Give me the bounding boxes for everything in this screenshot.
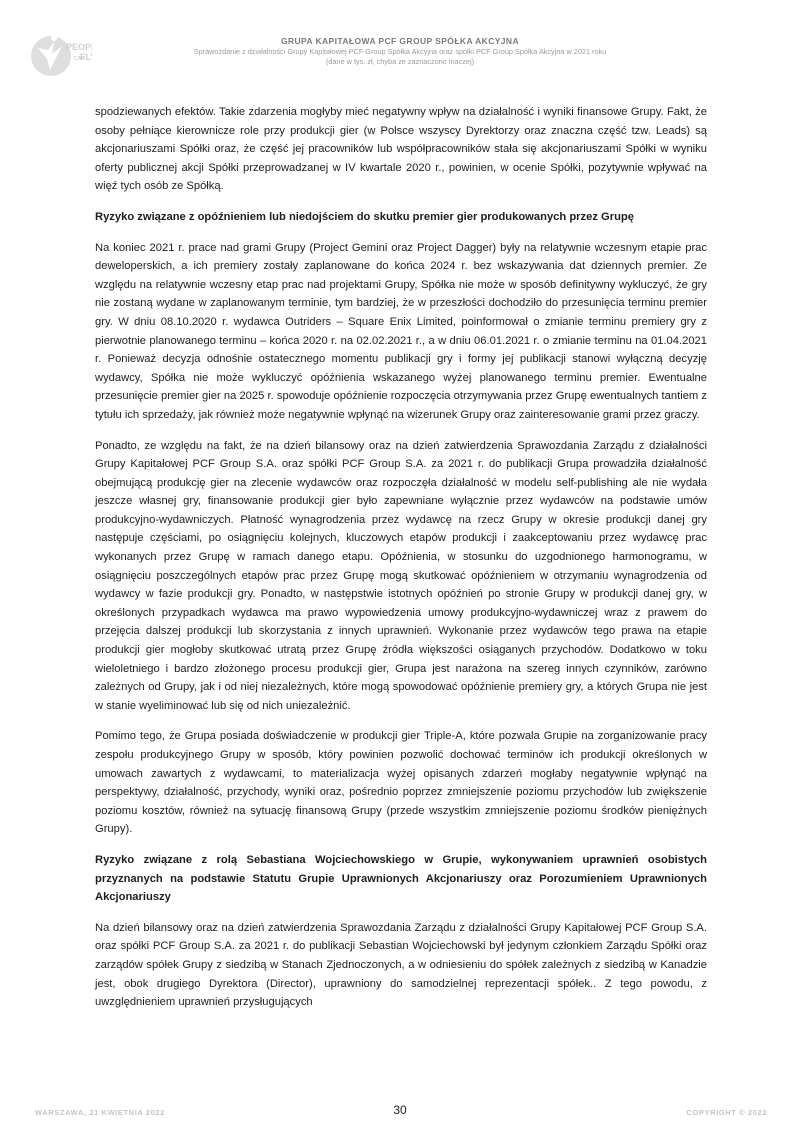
paragraph: Pomimo tego, że Grupa posiada doświadczenie w produkcji gier Triple-A, które pozwala Grupie na zorganizowanie pracy zespołu produkcyjnego Grupy w sposób, który powinien pozwolić dochować terminów ich produkcji określonych w umowach zawartych z wydawcami, to materializacja wyżej opisanych zdarzeń mogłaby negatywnie wpłynąć na perspektywy, działalność, przychody, wyniki oraz, pośrednio poprzez zmniejszenie poziomu przychodów lub zwiększenie poziomu kosztów, również na sytuację finansową Grupy (przede wszystkim zmniejszenie poziomu środków pieniężnych Grupy). — [95, 730, 707, 836]
header-title: GRUPA KAPITAŁOWA PCF GROUP SPÓŁKA AKCYJNA — [280, 36, 520, 46]
logo-text-1: PEOP — [66, 42, 92, 52]
logo-text-3: FL — [80, 52, 91, 62]
page-number: 30 — [393, 1103, 407, 1117]
footer-date: WARSZAWA, 21 KWIETNIA 2022 — [35, 1108, 165, 1117]
paragraph: spodziewanych efektów. Takie zdarzenia mogłyby mieć negatywny wpływ na działalność i wyniki finansowe Grupy. Fakt, że osoby pełniące kierownicze role przy produkcji gier (w Polsce wszyscy Dyrektorzy oraz znaczna część tzw. Leads) są akcjonariuszami Spółki oraz, że część jej pracowników lub współpracowników stała się akcjonariuszami Spółki w wyniku oferty publicznej akcji Spółki przeprowadzanej w IV kwartale 2020 r., powinien, w ocenie Spółki, pozytywnie wpływać na więź tych osób ze Spółką. — [95, 106, 707, 193]
logo-text-2: CAN — [74, 56, 85, 62]
section-heading: Ryzyko związane z rolą Sebastiana Wojciechowskiego w Grupie, wykonywaniem uprawnień osobistych przyznanych na podstawie Statutu Grupie Uprawnionych Akcjonariuszy oraz Porozumieniem Uprawnionych Akcjonariuszy — [95, 853, 707, 904]
section-heading: Ryzyko związane z opóźnieniem lub niedojściem do skutku premier gier produkowanych przez Grupę — [95, 210, 634, 223]
paragraph: Na koniec 2021 r. prace nad grami Grupy (Project Gemini oraz Project Dagger) były na relatywnie wczesnym etapie prac deweloperskich, a ich premiery zostały zaplanowane do końca 2024 r. bez wskazywania dat dziennych premier. Ze względu na relatywnie wczesny etap prac nad projektami Grupy, Spółka nie może w sposób definitywny wykluczyć, że gry nie zostaną wydane w zaplanowanym terminie, tym bardziej, że w przeszłości dochodziło do przesunięcia terminu premier gry. W dniu 08.10.2020 r. wydawca Outriders – Square Enix Limited, poinformował o zmianie terminu premiery gry z pierwotnie planowanego terminu – końca 2020 r. na 02.02.2021 r., a w dniu 06.01.2021 r. o zmianie terminu na 01.04.2021 r. Ponieważ decyzja odnośnie ostatecznego momentu publikacji gry i formy jej publikacji stanowi wyłączną decyzję wydawcy, Spółka nie może wykluczyć opóźnienia wskazanego wyżej planowanego terminu premier. Ewentualne przesunięcie premier gier na 2025 r. spowoduje opóźnienie rozpoczęcia otrzymywania przez Grupę ewentualnych tantiem z tytułu ich sprzedaży, jak również może negatywnie wpłynąć na wizerunek Grupy oraz zainteresowanie grami przez graczy. — [95, 241, 707, 421]
paragraph: Ponadto, ze względu na fakt, że na dzień bilansowy oraz na dzień zatwierdzenia Sprawozdania Zarządu z działalności Grupy Kapitałowej PCF Group S.A. oraz spółki PCF Group S.A. za 2021 r. do publikacji Grupa prowadziła działalność obejmującą produkcję gier na zlecenie wydawców oraz rozpoczęła działalność w modelu self-publishing ale nie wydała jeszcze własnej gry, finansowanie produkcji gier było zapewniane wyłącznie przez wydawców na podstawie umów produkcyjno-wydawniczych. Płatność wynagrodzenia przez wydawcę na rzecz Grupy w okresie produkcji danej gry następuje częściami, po osiągnięciu kolejnych, kluczowych etapów produkcji i zaakceptowaniu przez wydawcę prac wykonanych przez Grupę w ramach danego etapu. Opóźnienia, w stosunku do uzgodnionego harmonogramu, w osiągnięciu poszczególnych etapów prac przez Grupę mogą skutkować opóźnieniem w otrzymaniu wynagrodzenia od wydawcy w fazie produkcji gry. Ponadto, w następstwie istotnych opóźnień po stronie Grupy w produkcji danej gry, w określonych przypadkach wydawca ma prawo wypowiedzenia umowy produkcyjno-wydawniczej wraz z prawem do przejęcia dalszej produkcji lub skorzystania z innych uprawnień. Wykonanie przez wydawców tego prawa na etapie produkcji gier mogłoby skutkować utratą przez Grupę źródła większości osiąganych przychodów. Dodatkowo w toku wieloletniego i bardzo złożonego procesu produkcji gier, Grupa jest narażona na szereg innych czynników, zarówno zależnych od Grupy, jak i od niej niezależnych, które mogą spowodować opóźnienie premiery gry, a których Grupa nie jest w stanie wyeliminować lub się od nich uniezależnić. — [95, 439, 707, 712]
header-units-note: (dane w tys. zł, chyba że zaznaczono inaczej) — [325, 57, 475, 66]
document-body — [95, 103, 707, 1024]
footer-copyright: COPYRIGHT © 2022 — [686, 1108, 767, 1117]
paragraph: Na dzień bilansowy oraz na dzień zatwierdzenia Sprawozdania Zarządu z działalności Grupy Kapitałowej PCF Group S.A. oraz spółki PCF Group S.A. za 2021 r. do publikacji Sebastian Wojciechowski był jedynym członkiem Zarządu Spółki oraz zarządów spółek Grupy z siedzibą w Stanach Zjednoczonych, a w odniesieniu do spółek zależnych z siedzibą w Kanadzie jest, obok drugiego Dyrektora (Director), uprawniony do samodzielnej reprezentacji spółek.. Z tego powodu, z uwzględnieniem uprawnień przysługujących — [95, 921, 707, 1009]
header-subtitle: Sprawozdanie z działalności Grupy Kapitałowej PCF Group Spółka Akcyjna oraz spółki PCF Group Spółka Akcyjna w 2021 roku — [193, 47, 607, 56]
page-header — [0, 36, 800, 67]
